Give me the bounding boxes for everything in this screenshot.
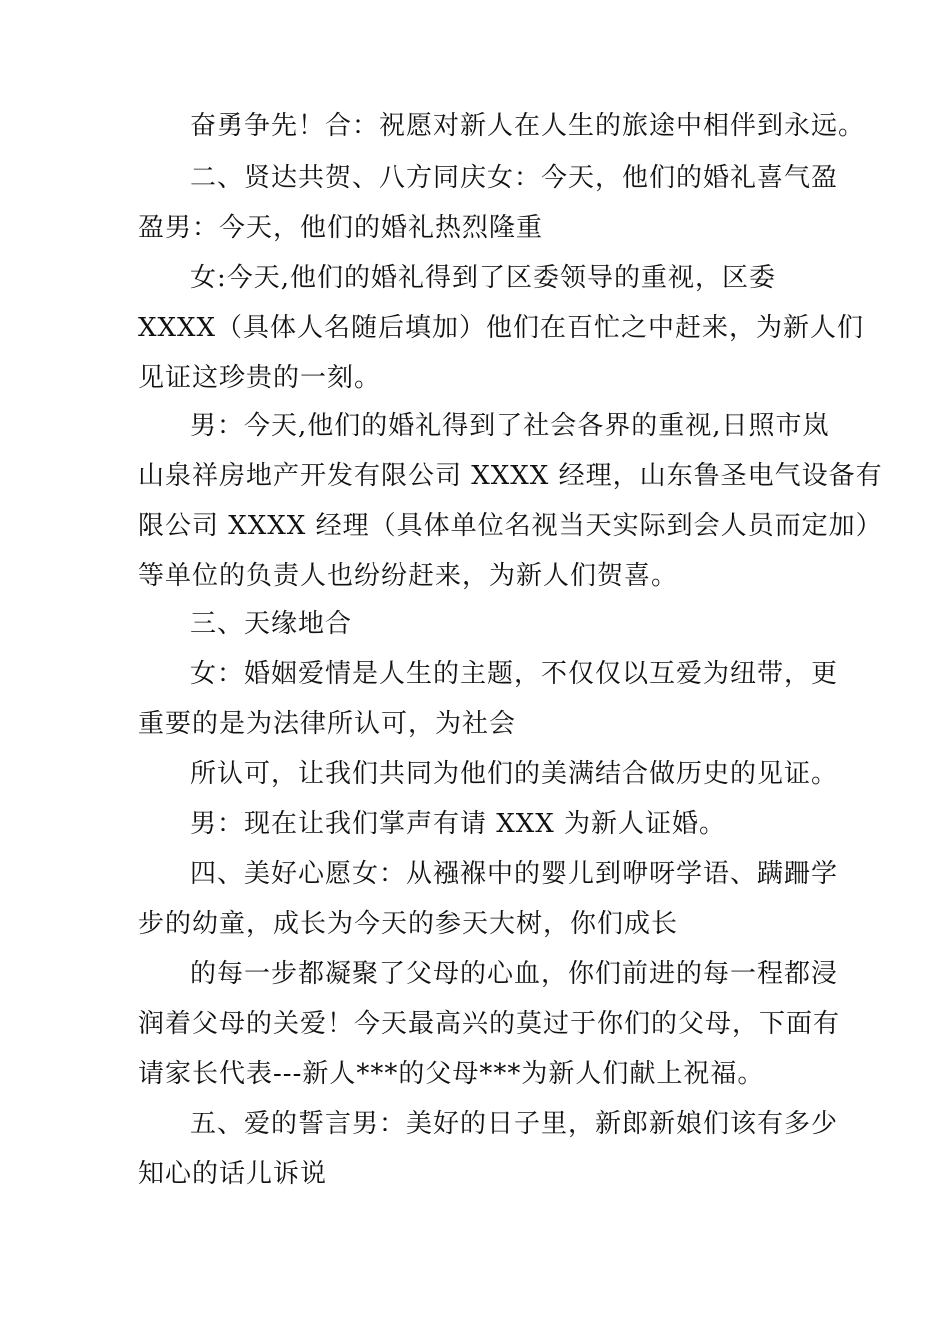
paragraph-line: 女：婚姻爱情是人生的主题，不仅仅以互爱为纽带，更 — [190, 659, 839, 689]
paragraph-line: 润着父母的关爱！今天最高兴的莫过于你们的父母，下面有 — [138, 1009, 841, 1039]
paragraph-line: 所认可，让我们共同为他们的美满结合做历史的见证。 — [190, 759, 839, 789]
paragraph-line: 男：现在让我们掌声有请 XXX 为新人证婚。 — [190, 809, 727, 839]
paragraph-line: 重要的是为法律所认可，为社会 — [138, 709, 517, 739]
paragraph-line: 见证这珍贵的一刻。 — [138, 363, 382, 393]
paragraph-line: 的每一步都凝聚了父母的心血，你们前进的每一程都浸 — [190, 959, 839, 989]
paragraph-line: 五、爱的誓言男：美好的日子里，新郎新娘们该有多少 — [190, 1109, 839, 1139]
paragraph-line: 四、美好心愿女：从襁褓中的婴儿到咿呀学语、蹒跚学 — [190, 859, 839, 889]
paragraph-line: 知心的话儿诉说 — [138, 1159, 328, 1189]
paragraph-line: 山泉祥房地产开发有限公司 XXXX 经理，山东鲁圣电气设备有 — [138, 461, 883, 491]
paragraph-line: 限公司 XXXX 经理（具体单位名视当天实际到会人员而定加） — [138, 511, 883, 541]
paragraph-line: 男：今天,他们的婚礼得到了社会各界的重视,日照市岚 — [190, 411, 830, 441]
paragraph-line: 二、贤达共贺、八方同庆女：今天，他们的婚礼喜气盈 — [190, 163, 839, 193]
paragraph-line: 奋勇争先！合：祝愿对新人在人生的旅途中相伴到永远。 — [190, 111, 866, 141]
paragraph-line: XXXX（具体人名随后填加）他们在百忙之中赶来，为新人们 — [138, 313, 865, 343]
paragraph-line: 步的幼童，成长为今天的参天大树，你们成长 — [138, 909, 679, 939]
section-heading: 三、天缘地合 — [190, 609, 353, 639]
paragraph-line: 请家长代表---新人***的父母***为新人们献上祝福。 — [138, 1059, 765, 1089]
paragraph-line: 盈男：今天，他们的婚礼热烈隆重 — [138, 213, 544, 243]
paragraph-line: 等单位的负责人也纷纷赶来，为新人们贺喜。 — [138, 561, 679, 591]
paragraph-line: 女:今天,他们的婚礼得到了区委领导的重视，区委 — [190, 263, 777, 293]
